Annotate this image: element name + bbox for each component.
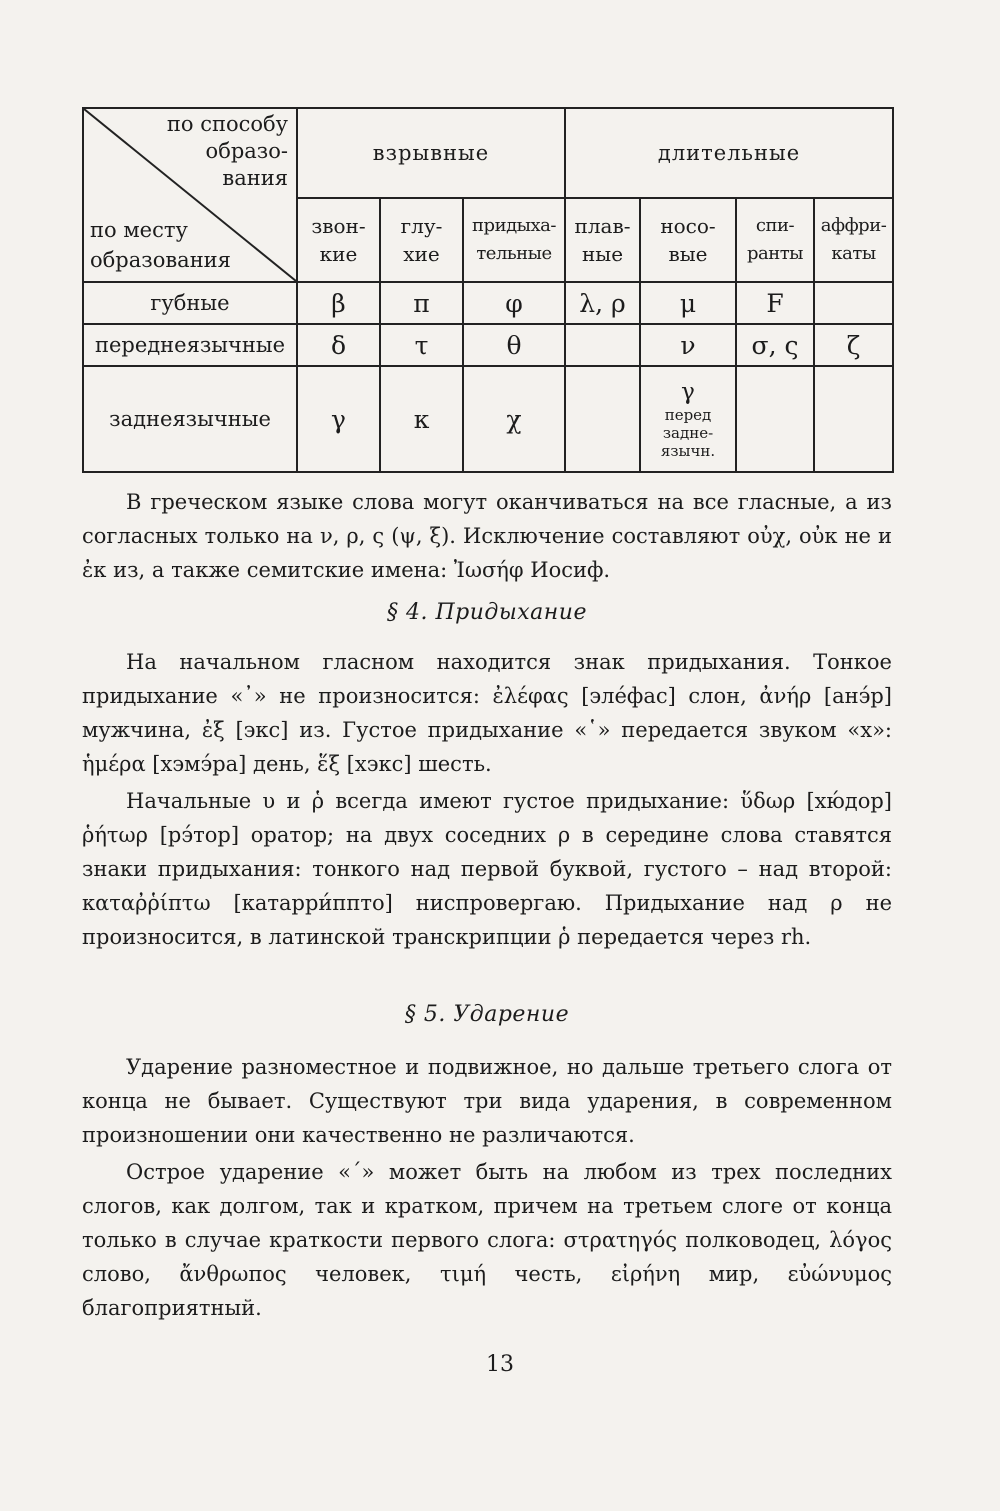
table-cell: ζ	[814, 324, 893, 366]
nasal-note-line: язычн.	[660, 442, 716, 460]
table-corner-cell	[83, 108, 297, 282]
table-cell: λ, ρ	[565, 282, 640, 324]
table-row	[83, 366, 893, 472]
corner-method-label	[167, 111, 288, 192]
paragraph-text: Начальные υ и ῥ всегда имеют густое придыхание: ὕδωρ [хю́дор] ῥήτωρ [рэ́тор] оратор; на двух соседних ρ в середине слова ставятся знаки придыхания: тонкого над первой буквой, густого – над второй: καταῤῥίπτω [катарри́ппто] ниспровергаю. Придыхание над ρ не произносится, в латинской транскрипции ῥ передается через rh.	[82, 789, 892, 949]
corner-place-line: по месту	[90, 218, 188, 242]
subheader-line: носо-	[660, 214, 716, 238]
table-cell: φ	[463, 282, 565, 324]
corner-method-line: образо-	[205, 139, 288, 163]
table-cell: F	[736, 282, 814, 324]
subheader-line: хие	[403, 242, 440, 266]
subheader-line: придыха-	[472, 215, 556, 236]
paragraph-text: Острое ударение «´» может быть на любом из трех последних слогов, как долгом, так и кратком, причем на третьем слоге от конца только в случае краткости первого слога: στρατηγός полководец, λόγος слово, ἄνθρωπος человек, τιμή честь, εἰρήνη мир, εὐώνυμος благоприятный.	[82, 1160, 892, 1320]
table-cell: τ	[380, 324, 463, 366]
corner-place-line: образования	[90, 248, 231, 272]
section-heading-breathing: § 4. Придыхание	[387, 600, 587, 625]
subheader-voiceless	[380, 198, 463, 282]
group-header-continuant: длительные	[565, 108, 893, 198]
nasal-note-line: задне-	[662, 424, 714, 442]
table-cell-nasal-note	[640, 366, 736, 472]
table-cell: β	[297, 282, 380, 324]
subheader-line: ные	[581, 242, 624, 266]
subheader-line: звон-	[311, 214, 366, 238]
subheader-affricate	[814, 198, 893, 282]
paragraph-text: На начальном гласном находится знак придыхания. Тонкое придыхание «᾿» не произносится: ἐλέφας [эле́фас] слон, ἀνήρ [анэ́р] мужчина, ἐξ [экс] из. Густое придыхание «῾» передается звуком «х»: ἡμέρα [хэмэ́ра] день, ἕξ [хэкс] шесть.	[82, 650, 892, 776]
subheader-line: вые	[668, 242, 708, 266]
paragraph-breathing-1	[82, 645, 892, 781]
table-cell-letter: γ	[681, 379, 695, 405]
subheader-liquid	[565, 198, 640, 282]
table-cell: σ, ς	[736, 324, 814, 366]
table-cell: ν	[640, 324, 736, 366]
paragraph-accent-1	[82, 1050, 892, 1152]
subheader-aspirated	[463, 198, 565, 282]
paragraph-text: В греческом языке слова могут оканчиваться на все гласные, а из согласных только на ν, ρ, ς (ψ, ξ). Исключение составляют οὐχ, οὐκ не и ἐκ из, а также семитские имена: Ἰωσήφ Иосиф.	[82, 490, 892, 582]
row-label-posterior-lingual: заднеязычные	[83, 366, 297, 472]
table-cell: κ	[380, 366, 463, 472]
subheader-line: спи-	[755, 215, 795, 236]
corner-place-label	[90, 215, 231, 275]
table-cell	[814, 282, 893, 324]
table-cell: μ	[640, 282, 736, 324]
nasal-note-line: перед	[664, 406, 712, 424]
subheader-line: ранты	[746, 243, 804, 264]
consonant-table	[82, 107, 894, 473]
row-label-labial: губные	[83, 282, 297, 324]
subheader-line: плав-	[574, 214, 631, 238]
table-cell: γ	[297, 366, 380, 472]
table-cell	[814, 366, 893, 472]
subheader-line: каты	[831, 243, 876, 264]
table-cell	[565, 366, 640, 472]
subheader-line: кие	[319, 242, 358, 266]
table-cell	[736, 366, 814, 472]
table-row	[83, 282, 893, 324]
row-label-anterior-lingual: переднеязычные	[83, 324, 297, 366]
subheader-line: аффри-	[820, 215, 887, 236]
paragraph-text: Ударение разноместное и подвижное, но дальше третьего слога от конца не бывает. Существуют три вида ударения, в современном произношении они качественно не различаются.	[82, 1055, 892, 1147]
corner-method-line: вания	[222, 166, 288, 190]
table-cell: π	[380, 282, 463, 324]
subheader-spirant	[736, 198, 814, 282]
subheader-nasal	[640, 198, 736, 282]
table-cell: δ	[297, 324, 380, 366]
page-number: 13	[486, 1352, 514, 1377]
paragraph-breathing-2	[82, 784, 892, 954]
paragraph-endings	[82, 485, 892, 587]
subheader-line: тельные	[476, 243, 552, 264]
group-header-plosive: взрывные	[297, 108, 565, 198]
section-heading-accent: § 5. Ударение	[404, 1002, 570, 1027]
subheader-voiced	[297, 198, 380, 282]
table-cell	[565, 324, 640, 366]
paragraph-accent-2	[82, 1155, 892, 1325]
table-row	[83, 324, 893, 366]
table-cell: θ	[463, 324, 565, 366]
corner-method-line: по способу	[166, 112, 288, 136]
table-cell: χ	[463, 366, 565, 472]
subheader-line: глу-	[400, 214, 443, 238]
